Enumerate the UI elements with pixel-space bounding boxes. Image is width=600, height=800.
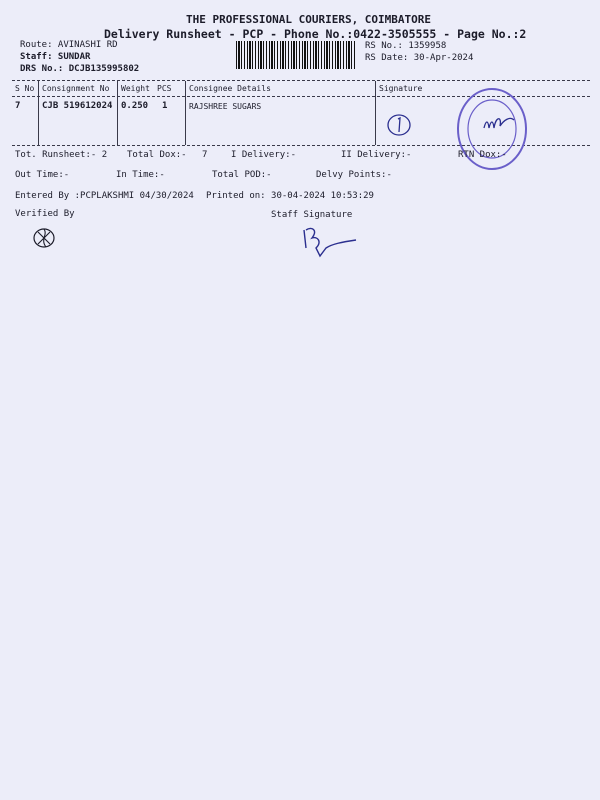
row-consignment: CJB 519612024 [42, 101, 113, 111]
col-divider [185, 81, 186, 145]
runsheet-title: Delivery Runsheet - PCP - Phone No.:0422-3505555 - Page No.:2 [104, 27, 527, 41]
company-name: THE PROFESSIONAL COURIERS, COIMBATORE [186, 13, 432, 26]
verified-by-label: Verified By [15, 209, 75, 219]
row-consignee: RAJSHREE SUGARS [189, 102, 262, 111]
col-header-pcs: PCS [157, 84, 172, 93]
col-header-consignee: Consignee Details [189, 84, 271, 93]
rs-number: RS No.: 1359958 [365, 41, 447, 51]
col-header-sno: S No [15, 84, 35, 93]
staff-signature [296, 220, 360, 262]
row-weight: 0.250 [121, 101, 149, 111]
total-dox-value: 7 [202, 150, 208, 160]
rtn-dox: RTN Dox:- [458, 150, 507, 160]
col-header-consignment: Consignment No [42, 84, 110, 93]
table-top-rule [12, 80, 590, 81]
rs-date: RS Date: 30-Apr-2024 [365, 53, 474, 63]
staff-label: Staff: SUNDAR [20, 52, 91, 62]
col-divider [117, 81, 118, 145]
ii-delivery: II Delivery:- [341, 150, 412, 160]
route-label: Route: AVINASHI RD [20, 40, 118, 50]
col-divider [375, 81, 376, 145]
col-header-signature: Signature [379, 84, 423, 93]
row-sno: 7 [15, 101, 21, 111]
col-divider [38, 81, 39, 145]
entered-by: Entered By :PCPLAKSHMI 04/30/2024 [15, 191, 194, 201]
printed-on: Printed on: 30-04-2024 10:53:29 [206, 191, 374, 201]
out-time: Out Time:- [15, 170, 70, 180]
handwritten-mark [385, 112, 413, 138]
barcode [236, 41, 356, 69]
verified-signature [30, 225, 62, 251]
delvy-points: Delvy Points:- [316, 170, 392, 180]
tot-runsheet: Tot. Runsheet:- 2 [15, 150, 108, 160]
col-header-weight: Weight [121, 84, 150, 93]
drs-number: DRS No.: DCJB135995802 [20, 64, 140, 74]
total-pod: Total POD:- [212, 170, 272, 180]
i-delivery: I Delivery:- [231, 150, 297, 160]
in-time: In Time:- [116, 170, 165, 180]
staff-signature-label: Staff Signature [271, 210, 353, 220]
total-dox-label: Total Dox:- [127, 150, 187, 160]
row-pcs: 1 [162, 101, 168, 111]
